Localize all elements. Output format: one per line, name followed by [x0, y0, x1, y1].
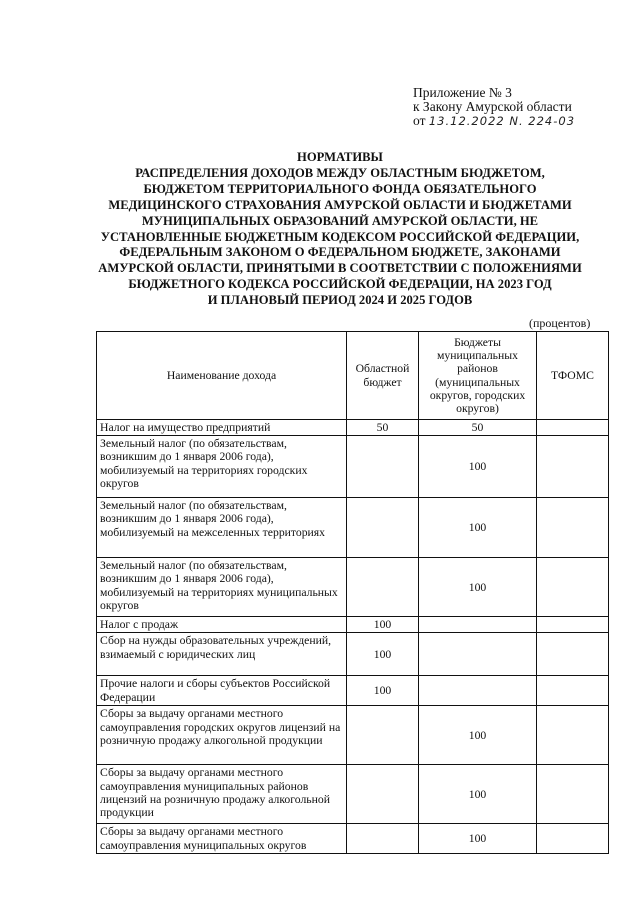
title-line: АМУРСКОЙ ОБЛАСТИ, ПРИНЯТЫМИ В СООТВЕТСТВИИ С ПОЛОЖЕНИЯМИ — [98, 261, 582, 276]
municipal-share-cell — [419, 633, 537, 676]
header-municipal-budgets: Бюджеты муниципальных районов (муниципальных округов, городских округов) — [419, 332, 537, 420]
table-row — [97, 558, 609, 617]
tfoms-share-cell — [537, 617, 609, 633]
title-line: МУНИЦИПАЛЬНЫХ ОБРАЗОВАНИЙ АМУРСКОЙ ОБЛАСТИ, НЕ — [141, 213, 539, 228]
tfoms-share-cell — [537, 633, 609, 676]
tfoms-share-cell — [537, 765, 609, 824]
title-line: БЮДЖЕТНОГО КОДЕКСА РОССИЙСКОЙ ФЕДЕРАЦИИ, НА 2023 ГОД — [128, 277, 552, 292]
table-row — [97, 633, 609, 676]
regional-share-cell — [347, 436, 419, 498]
income-name-cell: Сборы за выдачу органами местного самоуправления муниципальных районов лицензий на розничную продажу алкогольной продукции — [97, 765, 347, 824]
municipal-share-cell — [419, 617, 537, 633]
income-name-cell: Сборы за выдачу органами местного самоуправления муниципальных округов — [97, 824, 347, 854]
title-line: УСТАНОВЛЕННЫЕ БЮДЖЕТНЫМ КОДЕКСОМ РОССИЙСКОЙ ФЕДЕРАЦИИ, — [100, 229, 580, 244]
regional-share-cell: 100 — [347, 676, 419, 706]
table-row — [97, 498, 609, 558]
regional-share-cell: 100 — [347, 633, 419, 676]
header-income-name: Наименование дохода — [97, 332, 347, 420]
income-name-cell: Налог на имущество предприятий — [97, 420, 347, 436]
income-name-cell: Прочие налоги и сборы субъектов Российской Федерации — [97, 676, 347, 706]
regional-share-cell: 100 — [347, 617, 419, 633]
revenue-distribution-table — [96, 331, 609, 854]
municipal-share-cell: 100 — [419, 765, 537, 824]
title-line: МЕДИЦИНСКОГО СТРАХОВАНИЯ АМУРСКОЙ ОБЛАСТИ И БЮДЖЕТАМИ — [108, 197, 572, 212]
table-row — [97, 617, 609, 633]
municipal-share-cell: 100 — [419, 558, 537, 617]
appendix-date-prefix: от — [413, 113, 426, 128]
regional-share-cell — [347, 558, 419, 617]
title-line: НОРМАТИВЫ — [297, 150, 383, 164]
table-row — [97, 824, 609, 854]
table-row — [97, 765, 609, 824]
appendix-date-line — [413, 114, 575, 128]
units-label: (процентов) — [529, 316, 591, 330]
title-line: РАСПРЕДЕЛЕНИЯ ДОХОДОВ МЕЖДУ ОБЛАСТНЫМ БЮДЖЕТОМ, — [135, 165, 545, 180]
municipal-share-cell: 100 — [419, 706, 537, 765]
table-row — [97, 420, 609, 436]
municipal-share-cell: 100 — [419, 824, 537, 854]
appendix-block — [413, 86, 575, 128]
tfoms-share-cell — [537, 420, 609, 436]
municipal-share-cell: 100 — [419, 498, 537, 558]
table-header-row — [97, 332, 609, 420]
municipal-share-cell — [419, 676, 537, 706]
income-name-cell: Налог с продаж — [97, 617, 347, 633]
tfoms-share-cell — [537, 706, 609, 765]
appendix-number: Приложение № 3 — [413, 85, 512, 100]
document-title — [80, 150, 600, 309]
table-row — [97, 706, 609, 765]
title-line: И ПЛАНОВЫЙ ПЕРИОД 2024 И 2025 ГОДОВ — [207, 293, 473, 308]
tfoms-share-cell — [537, 558, 609, 617]
municipal-share-cell: 50 — [419, 420, 537, 436]
tfoms-share-cell — [537, 676, 609, 706]
income-name-cell: Земельный налог (по обязательствам, возникшим до 1 января 2006 года), мобилизуемый на территориях муниципальных округов — [97, 558, 347, 617]
municipal-share-cell: 100 — [419, 436, 537, 498]
regional-share-cell — [347, 706, 419, 765]
regional-share-cell — [347, 824, 419, 854]
handwritten-date-number: 13.12.2022 N. 224-03 — [428, 114, 576, 128]
header-regional-budget: Областной бюджет — [347, 332, 419, 420]
appendix-law-ref: к Закону Амурской области — [413, 99, 572, 114]
tfoms-share-cell — [537, 436, 609, 498]
regional-share-cell: 50 — [347, 420, 419, 436]
table-row — [97, 676, 609, 706]
title-line: БЮДЖЕТОМ ТЕРРИТОРИАЛЬНОГО ФОНДА ОБЯЗАТЕЛЬНОГО — [143, 181, 537, 196]
income-name-cell: Сборы за выдачу органами местного самоуправления городских округов лицензий на розничную продажу алкогольной продукции — [97, 706, 347, 765]
regional-share-cell — [347, 765, 419, 824]
income-name-cell: Сбор на нужды образовательных учреждений, взимаемый с юридических лиц — [97, 633, 347, 676]
regional-share-cell — [347, 498, 419, 558]
tfoms-share-cell — [537, 498, 609, 558]
income-name-cell: Земельный налог (по обязательствам, возникшим до 1 января 2006 года), мобилизуемый на территориях городских округов — [97, 436, 347, 498]
tfoms-share-cell — [537, 824, 609, 854]
income-name-cell: Земельный налог (по обязательствам, возникшим до 1 января 2006 года), мобилизуемый на межселенных территориях — [97, 498, 347, 558]
title-line: ФЕДЕРАЛЬНЫМ ЗАКОНОМ О ФЕДЕРАЛЬНОМ БЮДЖЕТЕ, ЗАКОНАМИ — [119, 245, 561, 260]
header-tfoms: ТФОМС — [537, 332, 609, 420]
table-row — [97, 436, 609, 498]
